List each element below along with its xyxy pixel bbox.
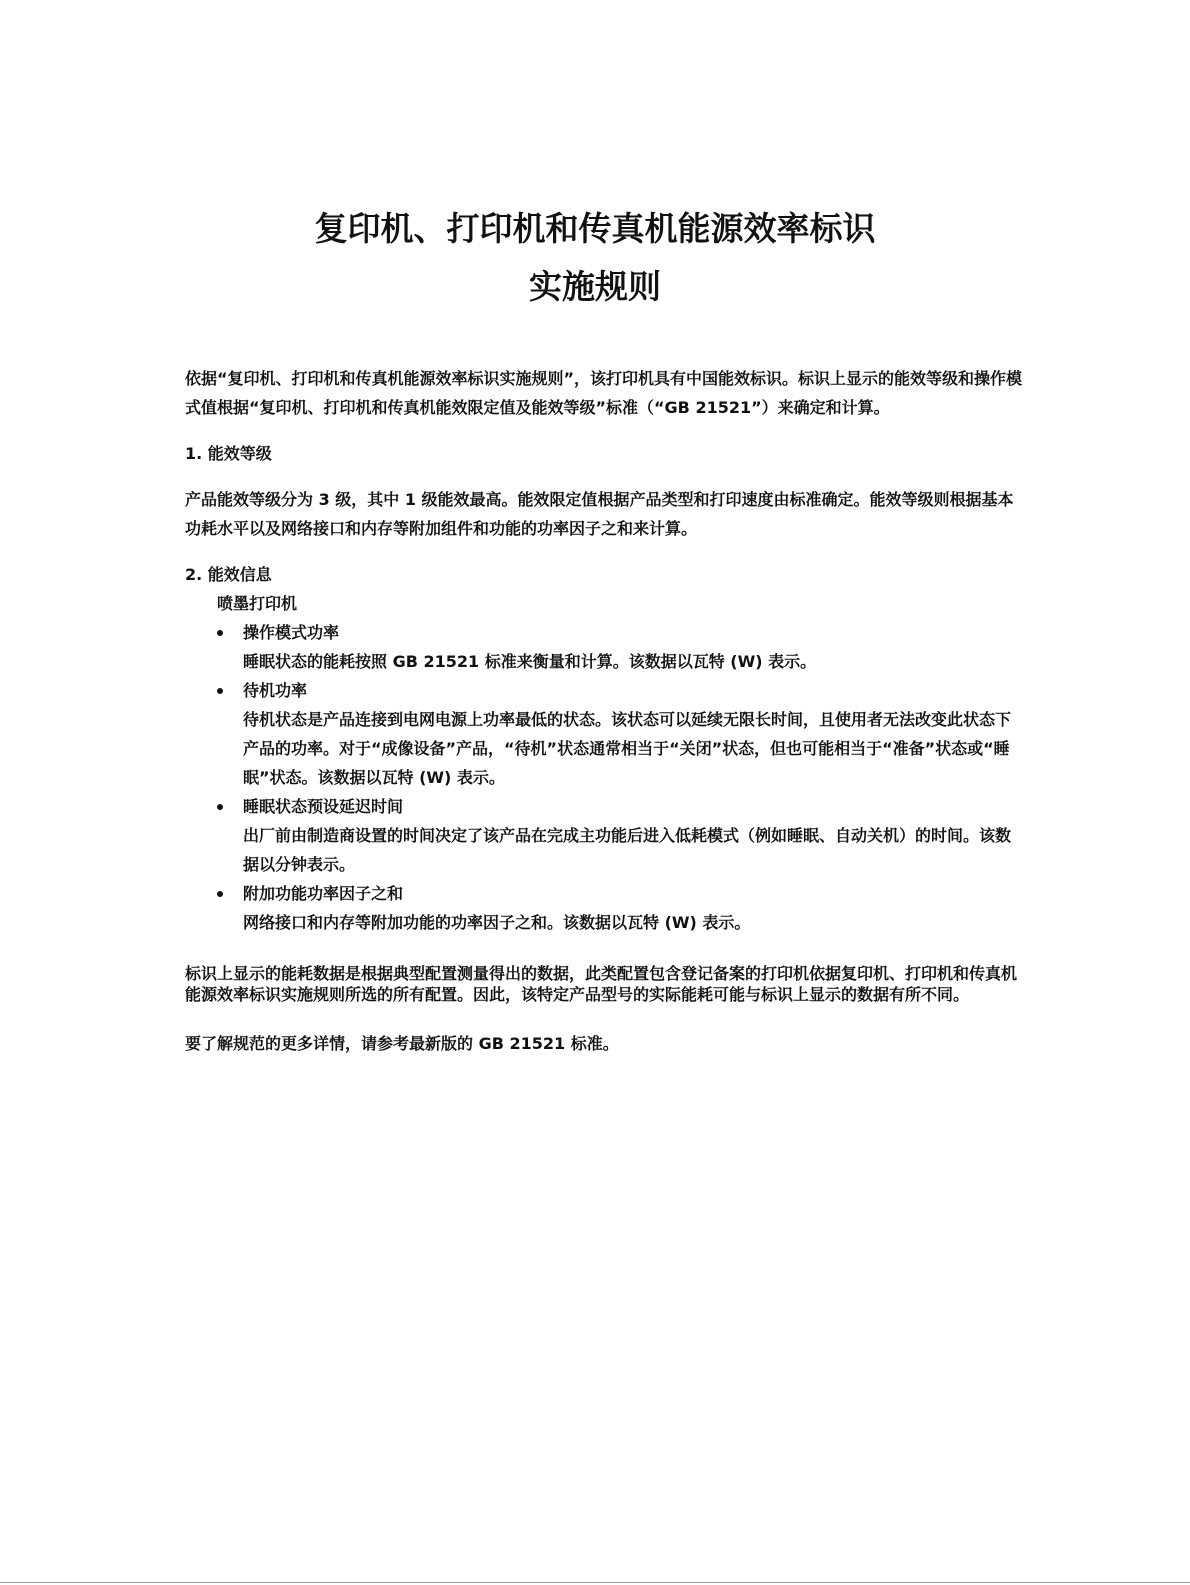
title-line-1: 复印机、打印机和传真机能源效率标识 — [314, 209, 876, 248]
product-type: 喷墨打印机 — [217, 594, 298, 613]
bullet-icon — [217, 891, 223, 897]
list-item — [217, 792, 1025, 879]
title-line-2: 实施规则 — [529, 267, 661, 306]
list-item-desc: 出厂前由制造商设置的时间决定了该产品在完成主功能后进入低耗模式（例如睡眠、自动关机）的时间。该数据以分钟表示。 — [243, 826, 1012, 874]
list-item-title: 待机功率 — [243, 681, 308, 700]
section-1-heading: 1. 能效等级 — [185, 444, 272, 463]
document-title — [0, 200, 1190, 316]
energy-info-list — [185, 618, 1025, 937]
list-item — [217, 879, 1025, 937]
section-2-heading: 2. 能效信息 — [185, 565, 272, 584]
bullet-icon — [217, 804, 223, 810]
list-item-desc: 待机状态是产品连接到电网电源上功率最低的状态。该状态可以延续无限长时间，且使用者无法改变此状态下产品的功率。对于“成像设备”产品，“待机”状态通常相当于“关闭”状态，但也可能相当于“准备”状态或“睡眠”状态。该数据以瓦特 (W) 表示。 — [243, 710, 1012, 787]
note-paragraph: 标识上显示的能耗数据是根据典型配置测量得出的数据，此类配置包含登记备案的打印机依据复印机、打印机和传真机能源效率标识实施规则所选的所有配置。因此，该特定产品型号的实际能耗可能与标识上显示的数据有所不同。 — [185, 964, 1018, 1004]
bottom-divider — [0, 1582, 1190, 1583]
intro-paragraph: 依据“复印机、打印机和传真机能源效率标识实施规则”，该打印机具有中国能效标识。标识上显示的能效等级和操作模式值根据“复印机、打印机和传真机能效限定值及能效等级”标准（“GB 21521”）来确定和计算。 — [185, 369, 1023, 417]
list-item-desc: 网络接口和内存等附加功能的功率因子之和。该数据以瓦特 (W) 表示。 — [243, 913, 751, 932]
list-item-desc: 睡眠状态的能耗按照 GB 21521 标准来衡量和计算。该数据以瓦特 (W) 表示。 — [243, 652, 817, 671]
list-item-title: 睡眠状态预设延迟时间 — [243, 797, 404, 816]
list-item — [217, 676, 1025, 792]
closing-paragraph: 要了解规范的更多详情，请参考最新版的 GB 21521 标准。 — [185, 1034, 619, 1053]
bullet-icon — [217, 630, 223, 636]
list-item-title: 操作模式功率 — [243, 623, 340, 642]
list-item — [217, 618, 1025, 676]
document-body — [185, 364, 1025, 1058]
section-1-body: 产品能效等级分为 3 级，其中 1 级能效最高。能效限定值根据产品类型和打印速度由标准确定。能效等级则根据基本功耗水平以及网络接口和内存等附加组件和功能的功率因子之和来计算。 — [185, 490, 1014, 538]
bullet-icon — [217, 688, 223, 694]
list-item-title: 附加功能功率因子之和 — [243, 884, 404, 903]
